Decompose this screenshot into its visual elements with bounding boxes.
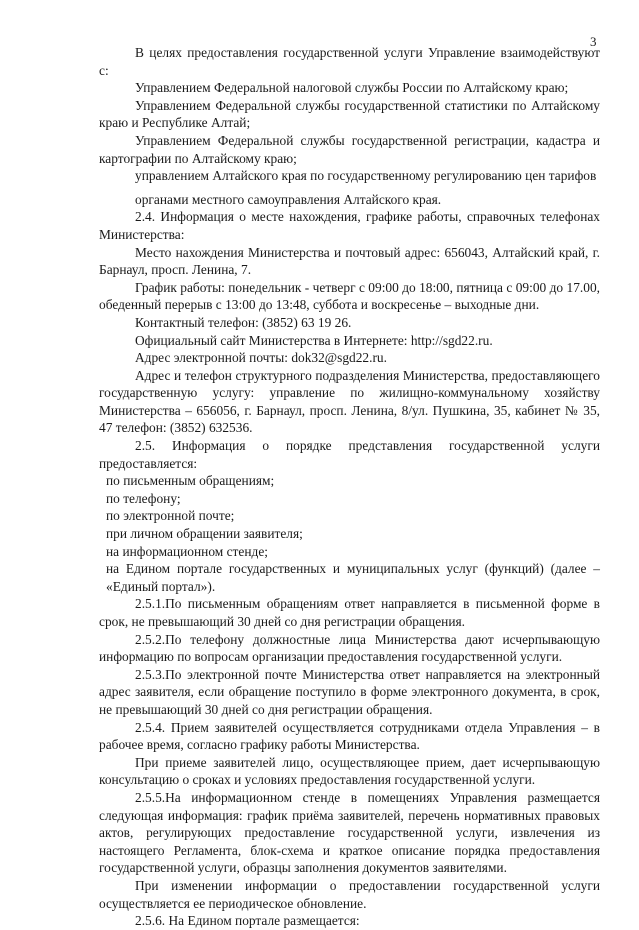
section-2-5-1: 2.5.1.По письменным обращениям ответ направляется в письменной форме в срок, не превышающий 30 дней со дня регистрации обращения. [99,596,600,629]
paragraph-registration-service: Управлением Федеральной службы государственной регистрации, кадастра и картографии по Алтайскому краю; [99,132,600,166]
paragraph-price-regulation: управлением Алтайского края по государственному регулированию цен тарифов [135,168,597,184]
paragraph-website: Официальный сайт Министерства в Интернете: http://sgd22.ru. [135,332,493,348]
list-item-info-stand: на информационном стенде; [106,543,268,559]
paragraph-email: Адрес электронной почты: dok32@sgd22.ru. [135,350,387,366]
section-2-4-heading: 2.4. Информация о месте нахождения, графике работы, справочных телефонах Министерства: [99,209,600,242]
section-2-5-2: 2.5.2.По телефону должностные лица Министерства дают исчерпывающую информацию по вопросам организации предоставления государственной услуги. [99,631,600,665]
paragraph-schedule: График работы: понедельник - четверг с 09:00 до 18:00, пятница с 09:00 до 17.00, обеденный перерыв с 13:00 до 13:48, суббота и воскресенье – выходные дни. [99,279,600,313]
paragraph-local-government: органами местного самоуправления Алтайского края. [135,191,442,207]
list-item-in-person: при личном обращении заявителя; [106,526,303,542]
paragraph-info-update: При изменении информации о предоставлении государственной услуги осуществляется ее периодическое обновление. [99,877,600,911]
section-2-5-6: 2.5.6. На Едином портале размещается: [135,913,360,929]
list-item-email: по электронной почте; [106,508,235,524]
list-item-written: по письменным обращениям; [106,473,275,489]
list-item-unified-portal: на Едином портале государственных и муниципальных услуг (функций) (далее – «Единый портал»). [106,561,600,594]
document-body [99,44,600,930]
section-2-5-4: 2.5.4. Прием заявителей осуществляется сотрудниками отдела Управления – в рабочее время, согласно графику работы Министерства. [99,719,600,753]
paragraph-tax-service: Управлением Федеральной налоговой службы России по Алтайскому краю; [135,80,569,96]
section-2-5-3: 2.5.3.По электронной почте Министерства ответ направляется на электронный адрес заявителя, если обращение поступило в форме электронного документа, в срок, не превышающий 30 дней со дня регистрации обращения. [99,666,600,717]
page-number: 3 [590,34,597,49]
paragraph-interaction-intro: В целях предоставления государственной услуги Управление взаимодействуют с: [99,45,600,78]
section-2-5-5: 2.5.5.На информационном стенде в помещениях Управления размещается следующая информация: график приёма заявителей, перечень нормативных правовых актов, регулирующих предоставление государственной услуги, извлечения из настоящего Регламента, блок-схема и краткое описание порядка предоставления государственной услуги, образцы заполнения документов заявителями. [99,789,600,876]
section-2-5-heading: 2.5. Информация о порядке представления государственной услуги предоставляется: [99,438,600,471]
list-item-phone: по телефону; [106,490,181,506]
paragraph-statistics-service: Управлением Федеральной службы государственной статистики по Алтайскому краю и Республике Алтай; [99,97,600,131]
paragraph-reception-consultation: При приеме заявителей лицо, осуществляющее прием, дает исчерпывающую консультацию о сроках и условиях предоставления государственной услуги. [99,754,600,788]
paragraph-contact-phone: Контактный телефон: (3852) 63 19 26. [135,314,352,330]
paragraph-department-address: Адрес и телефон структурного подразделения Министерства, предоставляющего государственную услугу: управление по жилищно-коммунальному хозяйству Министерства – 656056, г. Барнаул, просп. Ленина, 8/ул. Пушкина, 35, кабинет № 35, 47 телефон: (3852) 632536. [99,367,600,436]
paragraph-location: Место нахождения Министерства и почтовый адрес: 656043, Алтайский край, г. Барнаул, просп. Ленина, 7. [99,244,600,278]
